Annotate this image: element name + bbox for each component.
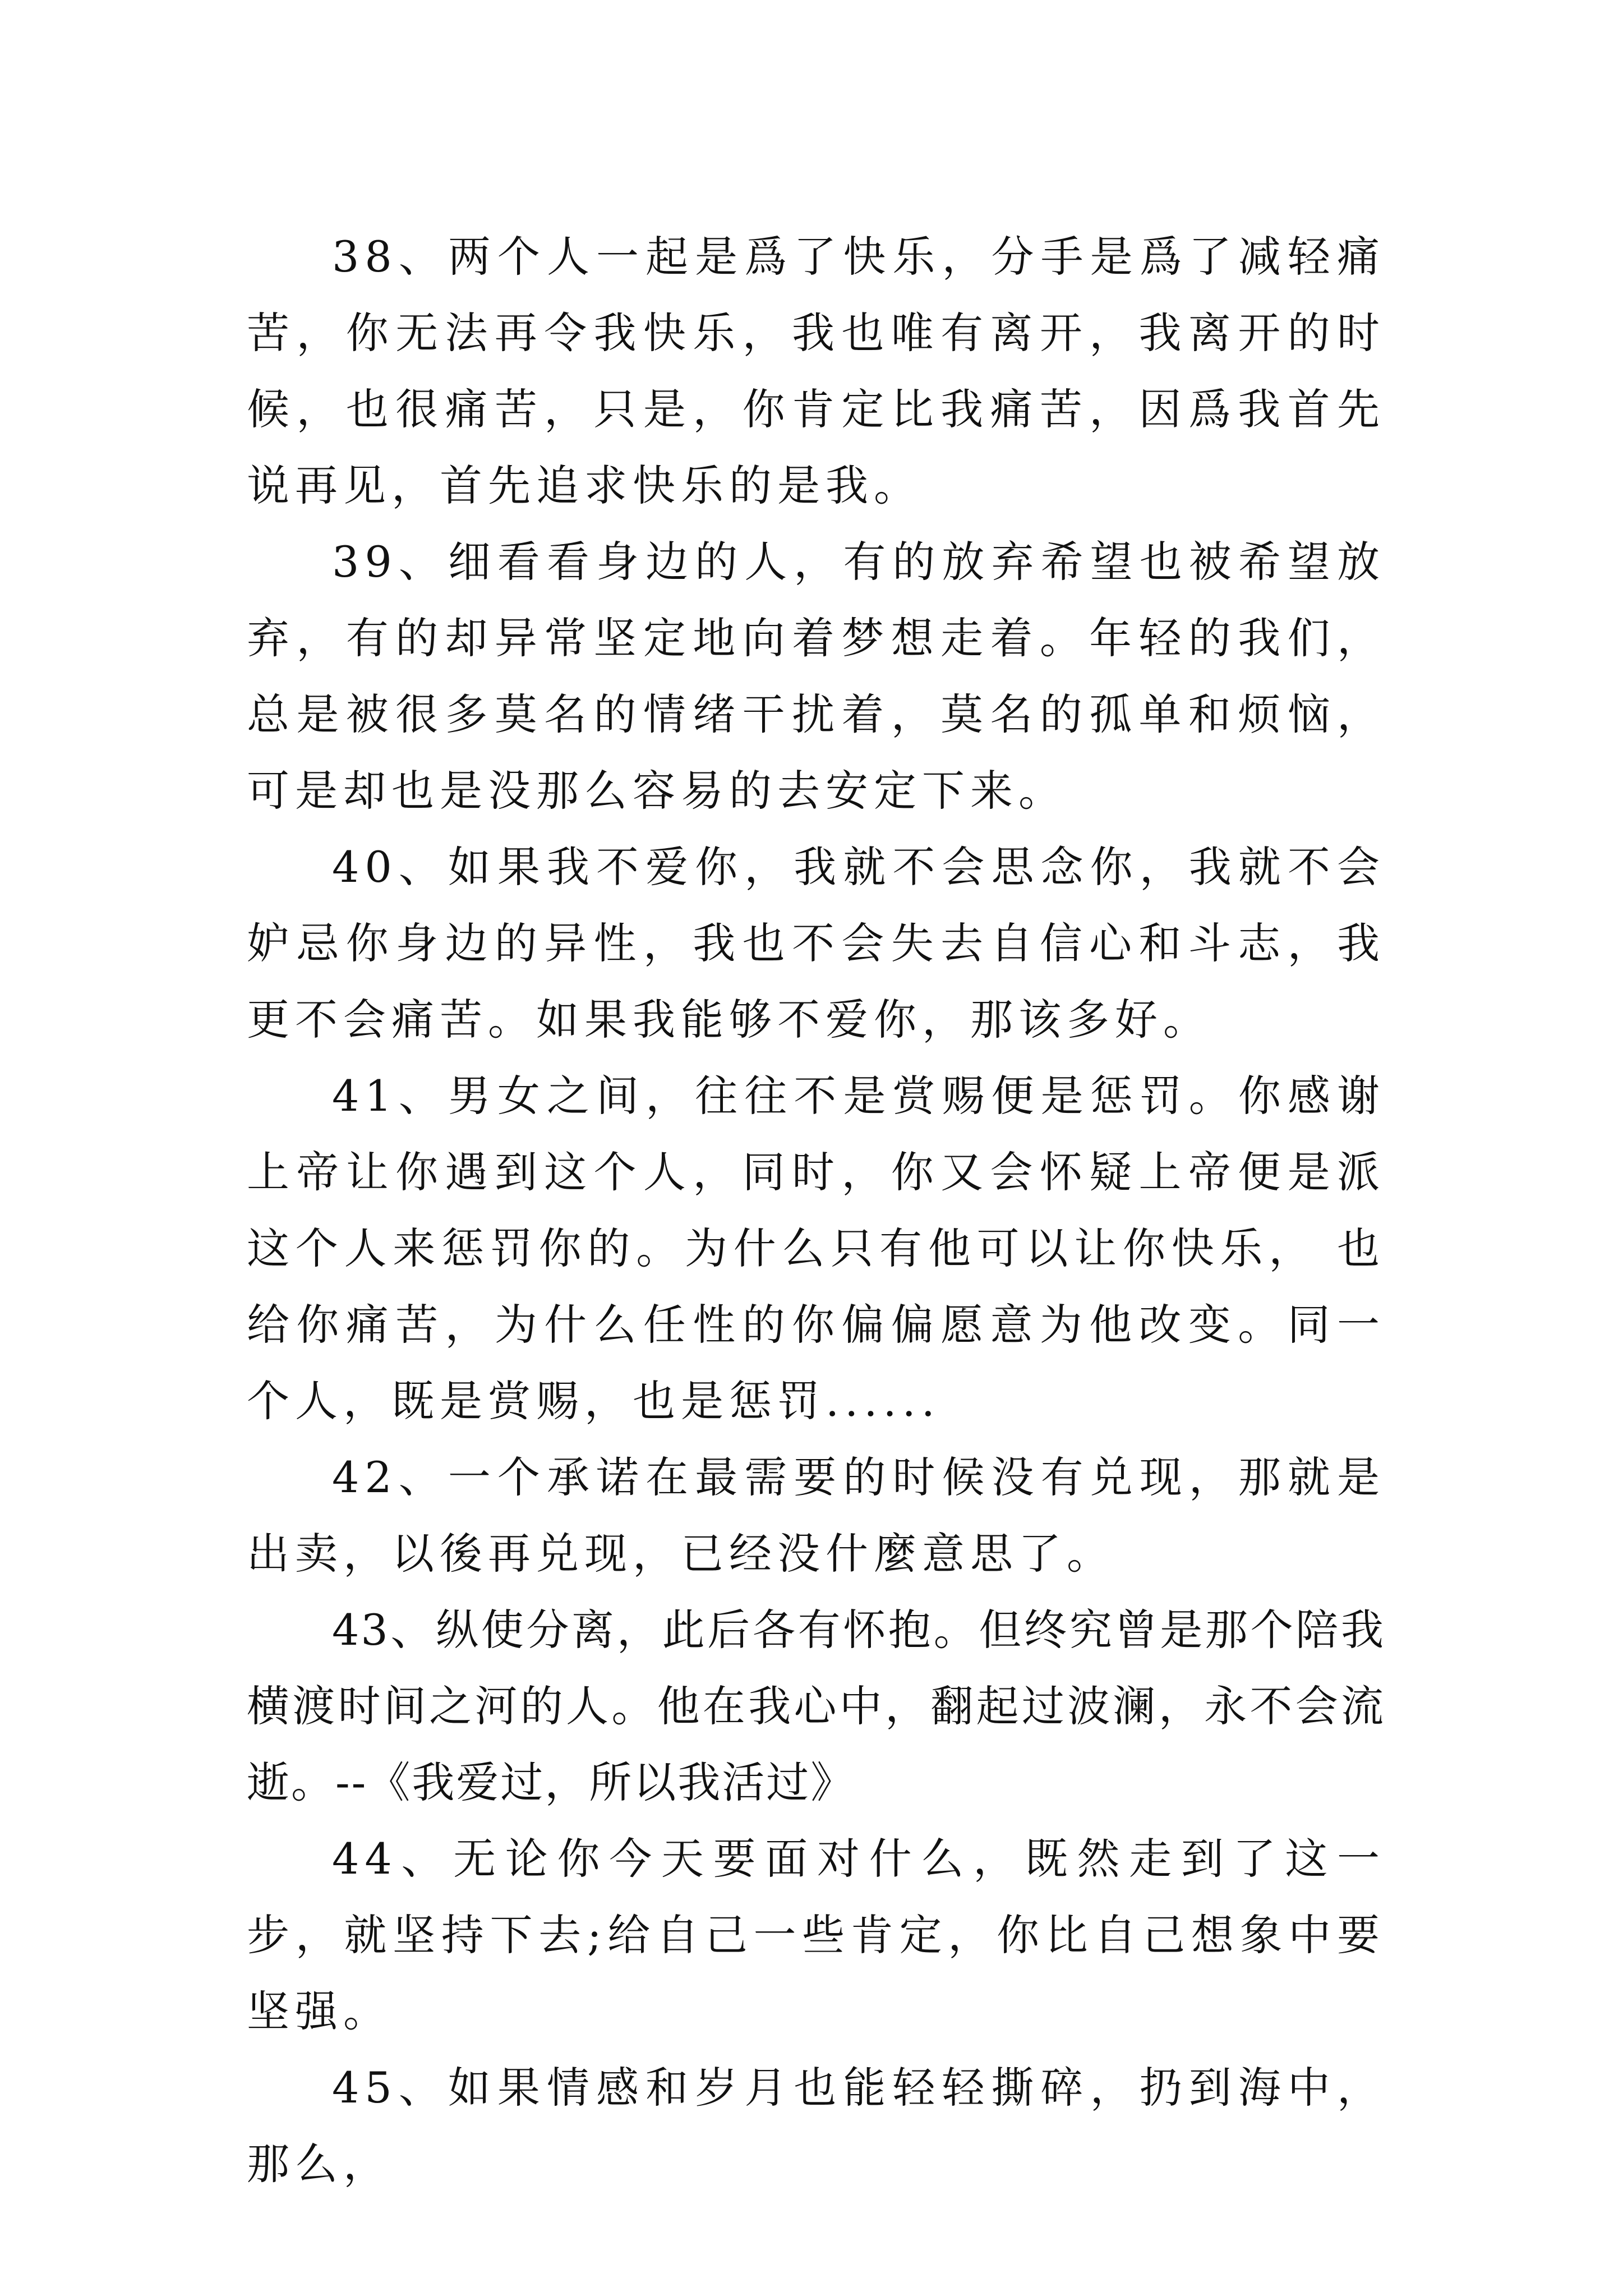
document-body (247, 219, 1385, 2202)
paragraph-40: 40、如果我不爱你，我就不会思念你，我就不会妒忌你身边的异性，我也不会失去自信心和斗志，我更不会痛苦。如果我能够不爱你，那该多好。 (247, 842, 1385, 1045)
paragraph-39: 39、细看看身边的人，有的放弃希望也被希望放弃，有的却异常坚定地向着梦想走着。年轻的我们，总是被很多莫名的情绪干扰着，莫名的孤单和烦恼，可是却也是没那么容易的去安定下来。 (247, 537, 1385, 816)
paragraph-41: 41、男女之间，往往不是赏赐便是惩罚。你感谢上帝让你遇到这个人，同时，你又会怀疑上帝便是派这个人来惩罚你的。为什么只有他可以让你快乐， 也给你痛苦，为什么任性的你偏偏愿意为他改变。同一个人，既是赏赐，也是惩罚...... (247, 1071, 1385, 1426)
paragraph-44: 44、无论你今天要面对什么，既然走到了这一步，就坚持下去;给自己一些肯定，你比自己想象中要坚强。 (247, 1834, 1385, 2036)
paragraph-38: 38、两个人一起是爲了快乐，分手是爲了减轻痛苦，你无法再令我快乐，我也唯有离开，我离开的时候，也很痛苦，只是，你肯定比我痛苦，因爲我首先说再见，首先追求快乐的是我。 (247, 232, 1385, 510)
paragraph-45: 45、如果情感和岁月也能轻轻撕碎，扔到海中，那么， (247, 2063, 1385, 2189)
paragraph-43: 43、纵使分离，此后各有怀抱。但终究曾是那个陪我横渡时间之河的人。他在我心中，翻起过波澜，永不会流逝。--《我爱过，所以我活过》 (247, 1605, 1385, 1807)
paragraph-42: 42、一个承诺在最需要的时候没有兑现，那就是出卖，以後再兑现，已经没什麼意思了。 (247, 1452, 1385, 1579)
